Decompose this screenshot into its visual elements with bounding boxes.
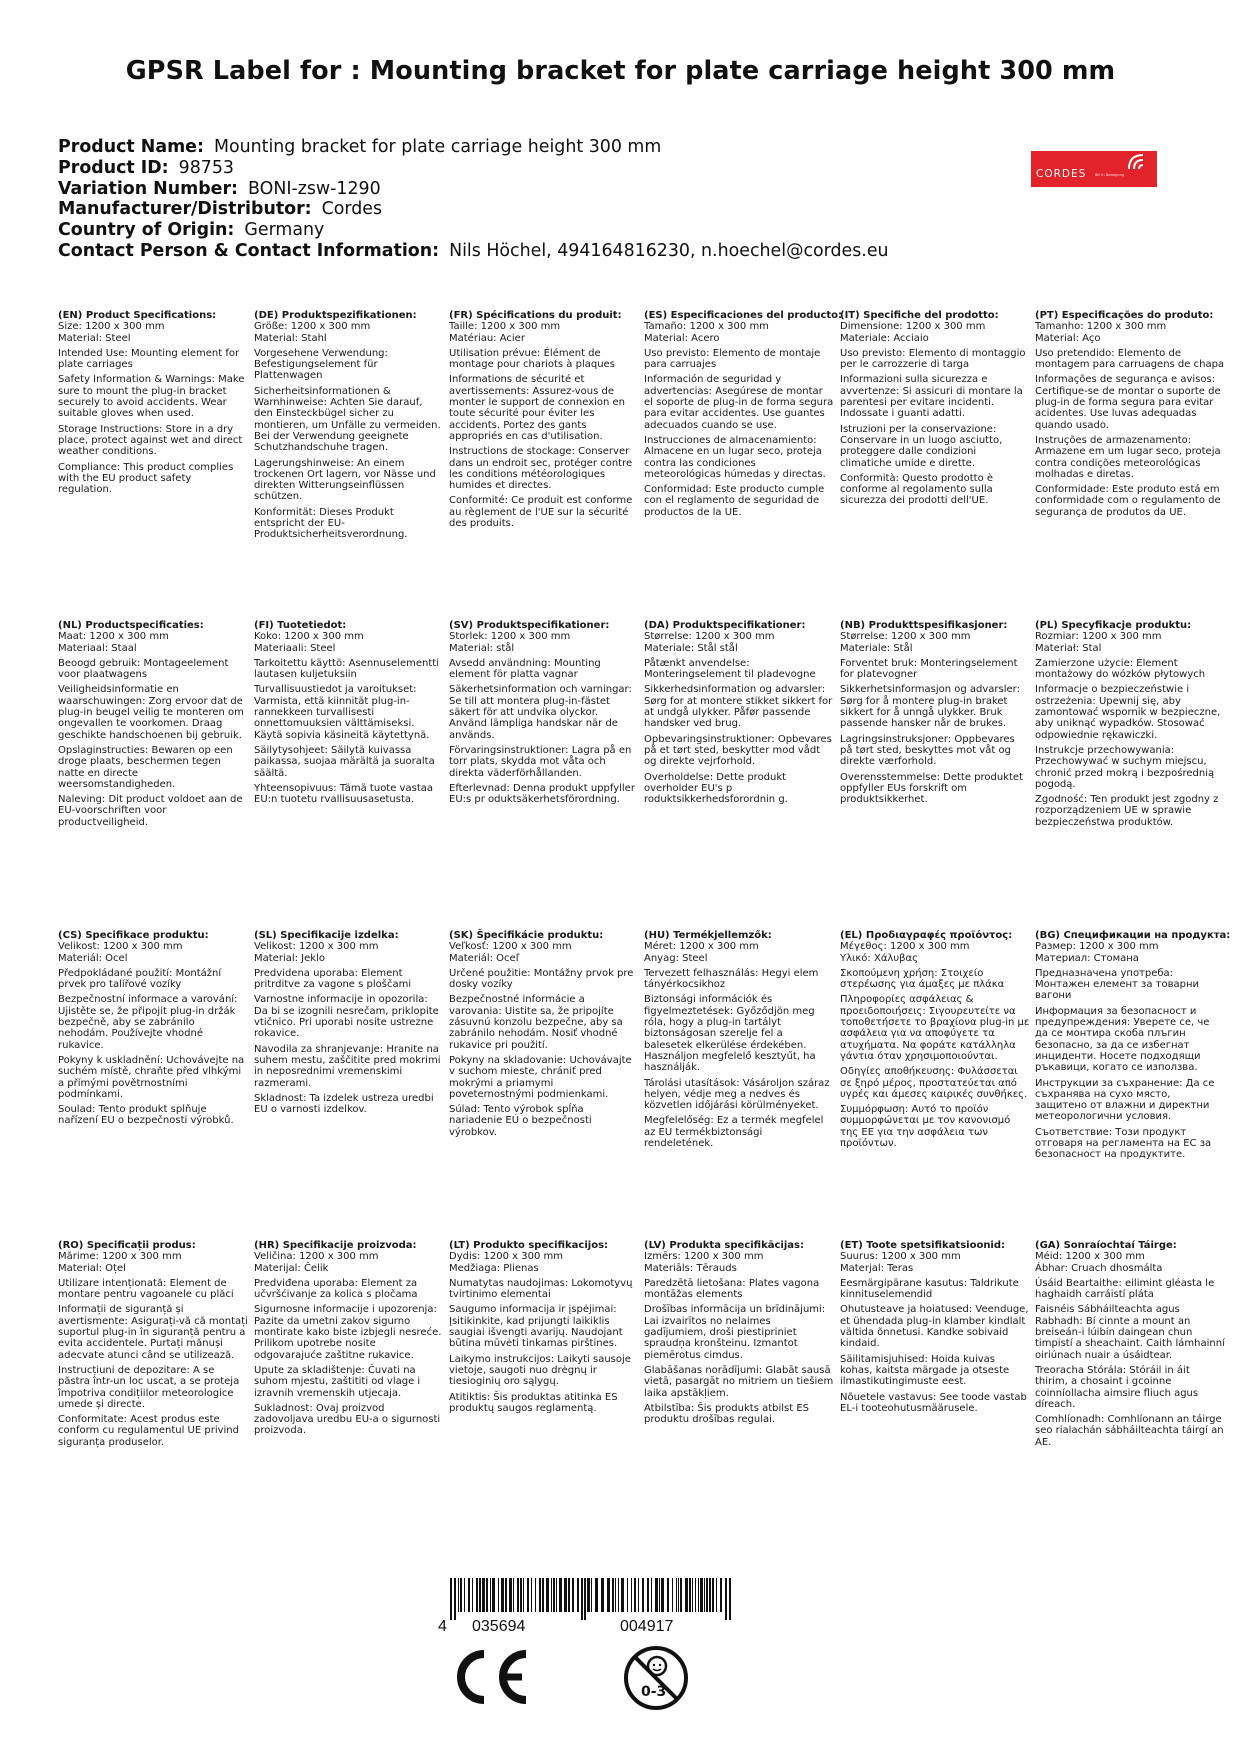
- spec-line: Materiale: Stål: [840, 642, 913, 654]
- barcode-bar: [517, 1578, 519, 1612]
- spec-line: Suurus: 1200 x 300 mm: [840, 1251, 961, 1263]
- spec-line: Material: stål: [449, 642, 515, 654]
- spec-line: Předpokládané použití: Montážní prvek pro talířové vozíky: [58, 967, 222, 991]
- spec-line: Medžiaga: Plienas: [449, 1262, 539, 1274]
- spec-line: Información de seguridad y advertencias: Asegúrese de montar el soporte de plug-in de forma segura para evitar accidentes. Use guantes adecuados cuando se use.: [644, 374, 834, 431]
- info-label: Country of Origin:: [58, 220, 235, 241]
- barcode-bar: [553, 1578, 555, 1612]
- spec-line: Πληροφορίες ασφάλειας & προειδοποιήσεις: Σιγουρευτείτε να τοποθετήσετε το βραχίονα plug-in με ασφάλεια για να αποφύγετε τα ατυχήματα. Να φοράτε κατάλληλα γάντια όταν χρησιμοποιούνται.: [840, 994, 1030, 1062]
- spec-line: Størrelse: 1200 x 300 mm: [644, 631, 775, 643]
- spec-line: Dimensione: 1200 x 300 mm: [840, 321, 986, 333]
- spec-line: Veľkosť: 1200 x 300 mm: [449, 941, 572, 953]
- not-for-children-0-3-icon: [622, 1644, 690, 1712]
- spec-line: Materijal: Čelik: [254, 1262, 329, 1274]
- barcode-bar: [559, 1578, 562, 1612]
- barcode-bar: [680, 1578, 682, 1612]
- spec-heading: (ES) Especificaciones del producto:: [644, 310, 843, 321]
- barcode-bar: [458, 1578, 459, 1612]
- spec-line: Materiál: Ocel: [58, 952, 128, 964]
- spec-line: Súlad: Tento výrobok spĺňa nariadenie EÚ o bezpečnosti výrobkov.: [449, 1104, 592, 1138]
- spec-line: Comhlíonadh: Comhlíonann an táirge seo rialachán sábháilteachta táirgí an AE.: [1035, 1414, 1224, 1448]
- info-label: Manufacturer/Distributor:: [58, 199, 312, 220]
- barcode-bar: [531, 1578, 532, 1612]
- spec-line: Saugumo informacija ir įspėjimai: Įsitikinkite, kad prijungti laikiklis saugiai išvengti avarijų. Naudojant būtina mūvėti tinkamas pirštines.: [449, 1304, 623, 1350]
- barcode-bar: [725, 1578, 727, 1620]
- spec-line: Instrucciones de almacenamiento: Almacene en un lugar seco, proteja contra las condiciones meteorológicas húmedas y directas.: [644, 434, 826, 480]
- spec-line: Säilytysohjeet: Säilytä kuivassa paikassa, suojaa märältä ja suoralta säältä.: [254, 744, 435, 779]
- info-row-variation: [58, 179, 889, 200]
- spec-line: Koko: 1200 x 300 mm: [254, 631, 364, 643]
- spec-line: Laikymo instrukcijos: Laikyti sausoje vietoje, saugoti nuo drėgnų ir tiesioginių oro sąlygų.: [449, 1353, 631, 1388]
- spec-line: Sukladnost: Ovaj proizvod zadovoljava uredbu EU-a o sigurnosti proizvoda.: [254, 1402, 441, 1437]
- spec-line: Ábhar: Cruach dhosmálta: [1035, 1262, 1163, 1274]
- spec-heading: (GA) Sonraíochtaí Táirge:: [1035, 1240, 1177, 1251]
- spec-block: [449, 620, 639, 809]
- spec-line: Izmērs: 1200 x 300 mm: [644, 1251, 764, 1263]
- spec-block: [1035, 620, 1225, 832]
- spec-heading: (RO) Specificații produs:: [58, 1240, 196, 1251]
- spec-line: Σκοπούμενη χρήση: Στοιχείο στερέωσης για άμαξες με πλάκα: [840, 967, 1005, 991]
- spec-line: Размер: 1200 x 300 mm: [1035, 941, 1159, 953]
- barcode-bar: [501, 1578, 504, 1612]
- spec-heading: (DE) Produktspezifikationen:: [254, 310, 417, 321]
- spec-block: [58, 930, 248, 1131]
- spec-line: Съответствие: Този продукт отговаря на регламента на ЕС за безопасност на продуктите.: [1035, 1126, 1212, 1161]
- spec-line: Safety Information & Warnings: Make sure to mount the plug-in bracket securely to avoid accidents. Wear suitable gloves when used.: [58, 374, 245, 420]
- logo-tagline: Bill in Bewegung: [1095, 173, 1125, 177]
- spec-line: Utilizare intenționată: Element de montare pentru vagoanele cu plăci: [58, 1277, 234, 1301]
- barcode-bar: [716, 1578, 717, 1612]
- barcode-bar: [642, 1578, 644, 1612]
- spec-line: Størrelse: 1200 x 300 mm: [840, 631, 971, 643]
- barcode-bar: [601, 1578, 604, 1612]
- barcode-bar: [729, 1578, 731, 1620]
- spec-line: Предназначена употреба: Монтажен елемент за товарни вагони: [1035, 967, 1200, 1002]
- barcode-bar: [584, 1578, 586, 1620]
- spec-heading: (SV) Produktspecifikationer:: [449, 620, 610, 631]
- barcode-bar: [672, 1578, 673, 1612]
- spec-line: Bezpečnostné informácie a varovania: Uistite sa, že pripojíte zásuvnú konzolu bezpečne, aby sa zabránilo nehodám. Nosiť vhodné rukavice pri použití.: [449, 994, 623, 1051]
- spec-heading: (SL) Specifikacije izdelka:: [254, 930, 399, 941]
- spec-line: Paredzētā lietošana: Plates vagona montāžas elements: [644, 1277, 820, 1301]
- spec-line: Istruzioni per la conservazione: Conservare in un luogo asciutto, proteggere dalle condizioni climatiche umide e dirette.: [840, 423, 1003, 469]
- spec-line: Pokyny na skladovanie: Uchovávajte v suchom mieste, chrániť pred mokrými a priamymi poveternostnými podmienkami.: [449, 1054, 632, 1100]
- spec-block: [840, 930, 1030, 1153]
- barcode-bar: [454, 1578, 456, 1620]
- spec-line: Tárolási utasítások: Vásároljon száraz helyen, védje meg a nedves és közvetlen időjárási körülményeket.: [644, 1077, 830, 1112]
- barcode-bar: [572, 1578, 574, 1612]
- info-label: Product ID:: [58, 157, 169, 178]
- spec-line: Uso previsto: Elemento di montaggio per le carrozzerie di targa: [840, 347, 1026, 371]
- barcode-bar: [520, 1578, 522, 1612]
- spec-block: [254, 620, 444, 809]
- barcode-bar: [505, 1578, 507, 1612]
- info-row-product-id: [58, 158, 889, 179]
- spec-line: Veiligheidsinformatie en waarschuwingen: Zorg ervoor dat de plug-in beugel veilig te monteren om ongevallen te voorkomen. Draag geschikte handschoenen bij gebruik.: [58, 684, 244, 741]
- barcode-bar: [634, 1578, 636, 1612]
- spec-line: Beoogd gebruik: Montageelement voor plaatwagens: [58, 657, 229, 681]
- spec-line: Rozmiar: 1200 x 300 mm: [1035, 631, 1162, 643]
- barcode-bar: [476, 1578, 478, 1612]
- barcode-bar: [539, 1578, 541, 1612]
- spec-line: Naleving: Dit product voldoet aan de EU-voorschriften voor productveiligheid.: [58, 794, 243, 828]
- spec-heading: (EL) Προδιαγραφές προϊόντος:: [840, 930, 1013, 941]
- spec-line: Treoracha Stórála: Stóráil in áit thirim, a chosaint i gcoinne coinníollacha aimsire fliuch agus díreach.: [1035, 1364, 1199, 1410]
- spec-block: [449, 310, 639, 533]
- spec-line: Conformidade: Este produto está em conformidade com o regulamento de segurança de produtos da UE.: [1035, 484, 1221, 518]
- spec-heading: (LT) Produkto specifikacijos:: [449, 1240, 609, 1251]
- spec-line: Συμμόρφωση: Αυτό το προϊόν συμμορφώνεται με τον κανονισμό της ΕΕ για την ασφάλεια των προϊόντων.: [840, 1104, 1011, 1150]
- spec-line: Materiaali: Steel: [254, 642, 336, 654]
- spec-line: Velikost: 1200 x 300 mm: [254, 941, 379, 953]
- spec-line: Instructions de stockage: Conserver dans un endroit sec, protéger contre les conditions météorologiques humides et directes.: [449, 446, 633, 492]
- barcode-bar: [659, 1578, 660, 1612]
- spec-line: Ohutusteave ja hoiatused: Veenduge, et ühendada plug-in klamber kindlalt vältida õnnetusi. Kandke sobivaid kindaid.: [840, 1304, 1029, 1350]
- spec-line: Intended Use: Mounting element for plate carriages: [58, 347, 240, 371]
- spec-block: [254, 1240, 444, 1441]
- spec-line: Numatytas naudojimas: Lokomotyvų tvirtinimo elementai: [449, 1277, 633, 1301]
- spec-line: Zamierzone użycie: Element montażowy do wózków płytowych: [1035, 657, 1206, 681]
- spec-line: Materiál: Oceľ: [449, 952, 520, 964]
- spec-line: Conformité: Ce produit est conforme au règlement de l'UE sur la sécurité des produits.: [449, 495, 633, 530]
- spec-block: [644, 930, 834, 1153]
- spec-heading: (HR) Specifikacije proizvoda:: [254, 1240, 417, 1251]
- spec-line: Uso previsto: Elemento de montaje para carruajes: [644, 347, 821, 371]
- spec-line: Materiale: Acciaio: [840, 332, 929, 344]
- spec-line: Informazioni sulla sicurezza e avvertenze: Si assicuri di montare la parentesi per evitare incidenti. Indossate i guanti adatti.: [840, 374, 1023, 420]
- barcode-bar: [513, 1578, 514, 1612]
- spec-block: [1035, 1240, 1225, 1452]
- spec-line: Bezpečnostní informace a varování: Ujistěte se, že připojit plug-in držák bezpečně, aby se zabránilo nehodám. Používejte vhodné rukavice.: [58, 994, 238, 1051]
- spec-heading: (FR) Spécifications du produit:: [449, 310, 622, 321]
- info-row-product-name: [58, 137, 889, 158]
- spec-line: Material: Acero: [644, 332, 720, 344]
- info-row-manufacturer: [58, 199, 889, 220]
- spec-line: Größe: 1200 x 300 mm: [254, 321, 371, 333]
- ean-barcode: [430, 1578, 740, 1620]
- spec-line: Maat: 1200 x 300 mm: [58, 631, 169, 643]
- spec-line: Overensstemmelse: Dette produktet oppfyller EUs forskrift om produktsikkerhet.: [840, 771, 1023, 806]
- spec-block: [644, 620, 834, 809]
- barcode-bar: [581, 1578, 583, 1620]
- barcode-bar: [685, 1578, 688, 1612]
- spec-line: Conformitate: Acest produs este conform cu regulamentul UE privind siguranța produselor.: [58, 1414, 239, 1448]
- barcode-bar: [704, 1578, 705, 1612]
- barcode-bar: [527, 1578, 529, 1612]
- spec-line: Eesmärgipärane kasutus: Taldrikute kinnituselemendid: [840, 1277, 1019, 1301]
- spec-heading: (NL) Productspecificaties:: [58, 620, 204, 631]
- spec-line: Utilisation prévue: Élément de montage pour chariots à plaques: [449, 347, 615, 371]
- info-value: Nils Höchel, 494164816230, n.hoechel@cordes.eu: [449, 240, 889, 261]
- spec-line: Méid: 1200 x 300 mm: [1035, 1251, 1145, 1263]
- spec-line: Sicherheitsinformationen & Warnhinweise: Achten Sie darauf, den Einsteckbügel sicher zu montieren, um Unfälle zu vermeiden. Bei der Verwendung geeignete Schutzhandschuhe tragen.: [254, 385, 441, 454]
- barcode-first-digit: 4: [438, 1618, 447, 1635]
- spec-heading: (CS) Specifikace produktu:: [58, 930, 209, 941]
- barcode-bar: [486, 1578, 488, 1612]
- spec-block: [840, 1240, 1030, 1418]
- spec-line: Konformität: Dieses Produkt entspricht der EU-Produktsicherheitsverordnung.: [254, 506, 408, 541]
- spec-line: Tamaño: 1200 x 300 mm: [644, 321, 769, 333]
- product-info: [58, 137, 889, 262]
- spec-block: [1035, 310, 1225, 522]
- barcode-bar: [712, 1578, 714, 1612]
- logo-wave-icon: [1126, 152, 1152, 172]
- spec-line: Informacje o bezpieczeństwie i ostrzeżenia: Upewnij się, aby zamontować wspornik w bezpieczne, aby uniknąć wypadków. Stosować odpowiednie rękawiczki.: [1035, 684, 1221, 741]
- spec-line: Mărime: 1200 x 300 mm: [58, 1251, 182, 1263]
- spec-line: Vorgesehene Verwendung: Befestigungselement für Plattenwagen: [254, 347, 388, 382]
- barcode-bar: [607, 1578, 610, 1612]
- barcode-bar: [535, 1578, 536, 1612]
- spec-line: Информация за безопасност и предупреждения: Уверете се, че да се монтира скоба плъгин безопасно, за да се избегнат инциденти. Носете подходящи ръкавици, когато се използва.: [1035, 1005, 1210, 1074]
- barcode-bar: [490, 1578, 491, 1612]
- spec-line: Påtænkt anvendelse: Monteringselement til pladevogne: [644, 657, 816, 681]
- spec-line: Storage Instructions: Store in a dry place, protect against wet and direct weather conditions.: [58, 423, 243, 458]
- barcode-bar: [706, 1578, 708, 1612]
- spec-line: Informations de sécurité et avertissements: Assurez-vous de monter le support de connexion en toute sécurité pour éviter les accidents. Portez des gants appropriés en cas d'utilisation.: [449, 374, 626, 442]
- spec-line: Tamanho: 1200 x 300 mm: [1035, 321, 1167, 333]
- info-label: Variation Number:: [58, 178, 239, 199]
- spec-block: [58, 310, 248, 499]
- spec-line: Säkerhetsinformation och varningar: Se till att montera plug-in-fästet säkert för att undvika olyckor. Använd lämpliga handskar när de används.: [449, 684, 632, 741]
- barcode-bar: [709, 1578, 711, 1612]
- barcode-bar: [546, 1578, 549, 1612]
- spec-heading: (SK) Špecifikácie produktu:: [449, 930, 604, 941]
- info-row-contact: [58, 241, 889, 262]
- spec-line: Compliance: This product complies with the EU product safety regulation.: [58, 461, 234, 496]
- spec-line: Varnostne informacije in opozorila: Da bi se izognili nesrečam, priklopite vtičnico. Pri uporabi nosite ustrezne rokavice.: [254, 994, 439, 1040]
- barcode-bar: [678, 1578, 679, 1612]
- spec-block: [449, 1240, 639, 1418]
- spec-line: Forventet bruk: Monteringselement for platevogner: [840, 657, 1018, 681]
- spec-line: Opbevaringsinstruktioner: Opbevares på et tørt sted, beskytter mod vådt og direkte vejrforhold.: [644, 733, 832, 768]
- spec-line: Opslaginstructies: Bewaren op een droge plaats, beschermen tegen natte en directe weersomstandigheden.: [58, 744, 233, 790]
- spec-heading: (DA) Produktspecifikationer:: [644, 620, 806, 631]
- spec-line: Taille: 1200 x 300 mm: [449, 321, 561, 333]
- spec-line: Glabāšanas norādījumi: Glabāt sausā vietā, pasargāt no mitriem un tiešiem laika apstākļiem.: [644, 1364, 834, 1399]
- spec-line: Lagringsinstruksjoner: Oppbevares på tørt sted, beskyttes mot våt og direkte værforhold.: [840, 733, 1015, 768]
- barcode-bar: [460, 1578, 462, 1612]
- spec-line: Predvidena uporaba: Element pritrditve za vagone s ploščami: [254, 967, 412, 991]
- barcode-bar: [661, 1578, 664, 1612]
- spec-line: Material: Stahl: [254, 332, 327, 344]
- spec-line: Tervezett felhasználás: Hegyi elem tányérkocsikhoz: [644, 967, 819, 991]
- spec-line: Sikkerhedsinformation og advarsler: Sørg for at montere stikket sikkert for at undgå ulykker. Påfør passende handsker ved brug.: [644, 684, 833, 730]
- barcode-bar: [587, 1578, 590, 1612]
- barcode-bar: [472, 1578, 473, 1612]
- barcode-left-digits: 035694: [472, 1618, 526, 1635]
- spec-block: [254, 310, 444, 545]
- spec-line: Instruções de armazenamento: Armazene em um lugar seco, proteja contra condições meteorológicas molhadas e diretas.: [1035, 434, 1221, 480]
- ce-mark-icon: [450, 1648, 532, 1706]
- barcode-bar: [509, 1578, 512, 1612]
- spec-line: Μέγεθος: 1200 x 300 mm: [840, 941, 970, 953]
- spec-line: Οδηγίες αποθήκευσης: Φυλάσσεται σε ξηρό μέρος, προστατεύεται από υγρές και άμεσες καιρικές συνθήκες.: [840, 1066, 1028, 1100]
- page-title: GPSR Label for : Mounting bracket for plate carriage height 300 mm: [125, 56, 1116, 86]
- info-value: Germany: [244, 220, 325, 241]
- info-label: Contact Person & Contact Information:: [58, 240, 440, 261]
- barcode-bar: [523, 1578, 524, 1612]
- spec-line: Material: Aço: [1035, 332, 1101, 344]
- barcode-bar: [492, 1578, 495, 1612]
- spec-line: Materiāls: Tērauds: [644, 1262, 737, 1274]
- spec-line: Upute za skladištenje: Čuvati na suhom mjestu, zaštititi od vlage i izravnih vremenskih utjecaja.: [254, 1364, 421, 1399]
- spec-block: [644, 310, 843, 522]
- spec-line: Informações de segurança e avisos: Certifique-se de montar o suporte de plug-in de forma segura para evitar acidentes. Use luvas adequadas quando usado.: [1035, 374, 1221, 431]
- spec-line: Overholdelse: Dette produkt overholder EU's p roduktsikkerhedsforordnin g.: [644, 771, 788, 806]
- spec-line: Turvallisuustiedot ja varoitukset: Varmista, että kiinnität plug-in-rannekkeen turvallisesti onnettomuuksien välttämiseksi. Käytä sopivia käsineitä käytettynä.: [254, 684, 430, 741]
- barcode-bar: [621, 1578, 624, 1612]
- spec-line: Matériau: Acier: [449, 332, 525, 344]
- spec-block: [254, 930, 444, 1119]
- spec-line: Tarkoitettu käyttö: Asennuselementti lautasen kuljetuksiin: [254, 657, 439, 681]
- spec-line: Informații de siguranță și avertismente: Asigurați-vă că montați suportul plug-in în siguranță pentru a evita accidentele. Purtați mănuși adecvate atunci când se utilizează.: [58, 1304, 248, 1361]
- spec-line: Nõuetele vastavus: See toode vastab EL-i tooteohutusmäärusele.: [840, 1391, 1027, 1414]
- spec-block: [1035, 930, 1231, 1165]
- spec-line: Sikkerhetsinformasjon og advarsler: Sørg for å montere plug-in braket sikkert for å unngå ulykker. Bruk passende hansker når de brukes.: [840, 684, 1020, 730]
- spec-heading: (IT) Specifiche del prodotto:: [840, 310, 999, 321]
- barcode-bar: [689, 1578, 691, 1612]
- barcode-bar: [450, 1578, 452, 1620]
- spec-heading: (PT) Especificações do produto:: [1035, 310, 1214, 321]
- spec-line: Materjal: Teras: [840, 1262, 914, 1274]
- barcode-bar: [591, 1578, 592, 1612]
- spec-line: Förvaringsinstruktioner: Lagra på en torr plats, skydda mot våta och direkta väderförhållanden.: [449, 744, 632, 779]
- spec-block: [840, 620, 1030, 809]
- spec-line: Materiał: Stal: [1035, 642, 1102, 654]
- spec-block: [449, 930, 639, 1142]
- spec-heading: (EN) Product Specifications:: [58, 310, 217, 321]
- spec-line: Avsedd användning: Mounting element för platta vagnar: [449, 657, 601, 681]
- spec-line: Méret: 1200 x 300 mm: [644, 941, 759, 953]
- spec-line: Materiaal: Staal: [58, 642, 137, 654]
- spec-line: Material: Steel: [58, 332, 131, 344]
- spec-heading: (HU) Termékjellemzők:: [644, 930, 772, 941]
- logo-wordmark: CORDES: [1036, 168, 1087, 180]
- barcode-bar: [468, 1578, 470, 1612]
- spec-line: Υλικό: Χάλυβας: [840, 952, 918, 964]
- info-value: 98753: [178, 157, 234, 178]
- spec-line: Atbilstība: Šis produkts atbilst ES produktu drošības regulai.: [644, 1402, 810, 1426]
- spec-heading: (PL) Specyfikacje produktu:: [1035, 620, 1192, 631]
- spec-line: Soulad: Tento produkt splňuje nařízení EU o bezpečnosti výrobků.: [58, 1104, 234, 1127]
- barcode-bar: [655, 1578, 658, 1612]
- barcode-bar: [631, 1578, 632, 1612]
- spec-block: [644, 1240, 834, 1429]
- barcode-bar: [698, 1578, 699, 1612]
- spec-line: Säilitamisjuhised: Hoida kuivas kohas, kaitsta märgade ja otseste ilmastikutingimuste eest.: [840, 1353, 1010, 1388]
- spec-block: [58, 620, 248, 832]
- spec-line: Material: Oțel: [58, 1262, 126, 1274]
- spec-line: Materiale: Stål stål: [644, 642, 738, 654]
- spec-line: Storlek: 1200 x 300 mm: [449, 631, 571, 643]
- barcode-bar: [542, 1578, 544, 1612]
- spec-line: Určené použitie: Montážny prvok pre dosky vozíky: [449, 967, 634, 991]
- barcode-bar: [551, 1578, 552, 1612]
- barcode-bar: [595, 1578, 598, 1612]
- barcode-bar: [647, 1578, 649, 1612]
- info-row-origin: [58, 220, 889, 241]
- spec-line: Anyag: Steel: [644, 952, 708, 964]
- barcode-bar: [638, 1578, 639, 1612]
- spec-line: Uso pretendido: Elemento de montagem para carruagens de chapa: [1035, 347, 1225, 371]
- spec-line: Material: Jeklo: [254, 952, 325, 964]
- spec-line: Dydis: 1200 x 300 mm: [449, 1251, 563, 1263]
- spec-heading: (BG) Спецификации на продукта:: [1035, 930, 1231, 941]
- spec-heading: (LV) Produkta specifikācijas:: [644, 1240, 804, 1251]
- spec-line: Sigurnosne informacije i upozorenja: Pazite da umetni zakov sigurno montirate kako biste izbjegli nesreće. Prilikom upotrebe nosite odgovarajuće zaštitne rukavice.: [254, 1304, 442, 1361]
- spec-block: [58, 1240, 248, 1452]
- spec-heading: (ET) Toote spetsifikatsioonid:: [840, 1240, 1006, 1251]
- barcode-bar: [618, 1578, 619, 1612]
- spec-line: Lagerungshinweise: An einem trockenen Ort lagern, vor Nässe und direkten Witterungseinflüssen schützen.: [254, 457, 436, 503]
- barcode-bar: [479, 1578, 481, 1612]
- spec-line: Úsáid Beartaithe: eilimint gléasta le haghaidh carráistí pláta: [1035, 1277, 1215, 1301]
- barcode-bar: [615, 1578, 616, 1612]
- spec-line: Skladnost: Ta izdelek ustreza uredbi EU o varnosti izdelkov.: [254, 1092, 434, 1116]
- barcode-bar: [627, 1578, 628, 1612]
- barcode-bar: [700, 1578, 703, 1612]
- spec-line: Инструкции за съхранение: Да се съхранява на сухо място, защитено от влажни и директни метеорологични условия.: [1035, 1077, 1215, 1123]
- barcode-bar: [695, 1578, 696, 1612]
- spec-line: Navodila za shranjevanje: Hranite na suhem mestu, zaščitite pred mokrimi in neposrednimi vremenskimi razmerami.: [254, 1043, 441, 1089]
- cordes-logo: [1031, 151, 1157, 187]
- barcode-bar: [612, 1578, 614, 1612]
- barcode-bar: [720, 1578, 722, 1612]
- info-value: BONI-zsw-1290: [248, 178, 381, 199]
- barcode-bar: [482, 1578, 485, 1612]
- barcode-bar: [577, 1578, 579, 1612]
- spec-line: Efterlevnad: Denna produkt uppfyller EU:s pr oduktsäkerhetsförordning.: [449, 782, 635, 806]
- spec-heading: (NB) Produkttspesifikasjoner:: [840, 620, 1008, 631]
- spec-line: Pokyny k uskladnění: Uchovávejte na suchém místě, chraňte před vlhkými a přímými povětrnostními podmínkami.: [58, 1054, 245, 1100]
- barcode-bar: [676, 1578, 677, 1612]
- spec-line: Conformità: Questo prodotto è conforme al regolamento sulla sicurezza dei prodotti dell'UE.: [840, 472, 994, 507]
- spec-line: Predviđena uporaba: Element za učvršćivanje za kolica s pločama: [254, 1277, 418, 1301]
- spec-line: Megfelelőség: Ez a termék megfelel az EU termékbiztonsági rendeletének.: [644, 1115, 824, 1150]
- spec-heading: (FI) Tuotetiedot:: [254, 620, 347, 631]
- barcode-bar: [651, 1578, 652, 1612]
- info-value: Cordes: [321, 199, 383, 220]
- spec-line: Biztonsági információk és figyelmeztetések: Győződjön meg róla, hogy a plug-in tartályt biztonságosan szerelje fel a balesetek elkerülése érdekében. Használjon megfelelő kesztyűt, ha használják.: [644, 994, 816, 1074]
- barcode-bar: [564, 1578, 567, 1612]
- spec-block: [840, 310, 1030, 511]
- barcode-right-digits: 004917: [620, 1618, 674, 1635]
- spec-line: Drošības informācija un brīdinājumi: Lai izvairītos no nelaimes gadījumiem, droši piestipriniet spraudņa kronšteinu. Izmantot piemērotus cimdus.: [644, 1304, 826, 1361]
- spec-line: Instrukcje przechowywania: Przechowywać w suchym miejscu, chronić przed mokrą i bezpośrednią pogodą.: [1035, 744, 1215, 790]
- spec-line: Veličina: 1200 x 300 mm: [254, 1251, 379, 1263]
- spec-line: Instrucțiuni de depozitare: A se păstra într-un loc uscat, a se proteja împotriva condițiilor meteorologice umede și directe.: [58, 1364, 240, 1410]
- barcode-bar: [568, 1578, 570, 1612]
- spec-line: Материал: Стомана: [1035, 952, 1139, 964]
- info-value: Mounting bracket for plate carriage height 300 mm: [213, 137, 662, 157]
- spec-line: Zgodność: Ten produkt jest zgodny z rozporządzeniem UE w sprawie bezpieczeństwa produktów.: [1035, 794, 1219, 828]
- spec-line: Atitiktis: Šis produktas atitinka ES produktų saugos reglamentą.: [449, 1391, 618, 1414]
- barcode-bar: [692, 1578, 693, 1612]
- age-label: 0-3: [641, 1684, 667, 1700]
- barcode-bar: [556, 1578, 557, 1612]
- barcode-bar: [667, 1578, 669, 1612]
- barcode-bar: [464, 1578, 465, 1612]
- info-label: Product Name:: [58, 137, 204, 157]
- spec-line: Yhteensopivuus: Tämä tuote vastaa EU:n tuotetu rvallisuusasetusta.: [254, 782, 433, 806]
- barcode-bar: [498, 1578, 499, 1612]
- spec-line: Faisnéis Sábháilteachta agus Rabhadh: Bí cinnte a mount an breiseán-i lúibín daingean chun timpistí a sheachaint. Caith lámhainní oiriúnach nuair a úsáidtear.: [1035, 1304, 1225, 1361]
- spec-line: Size: 1200 x 300 mm: [58, 321, 165, 333]
- spec-line: Velikost: 1200 x 300 mm: [58, 941, 183, 953]
- spec-line: Conformidad: Este producto cumple con el reglamento de seguridad de productos de la UE.: [644, 484, 825, 518]
